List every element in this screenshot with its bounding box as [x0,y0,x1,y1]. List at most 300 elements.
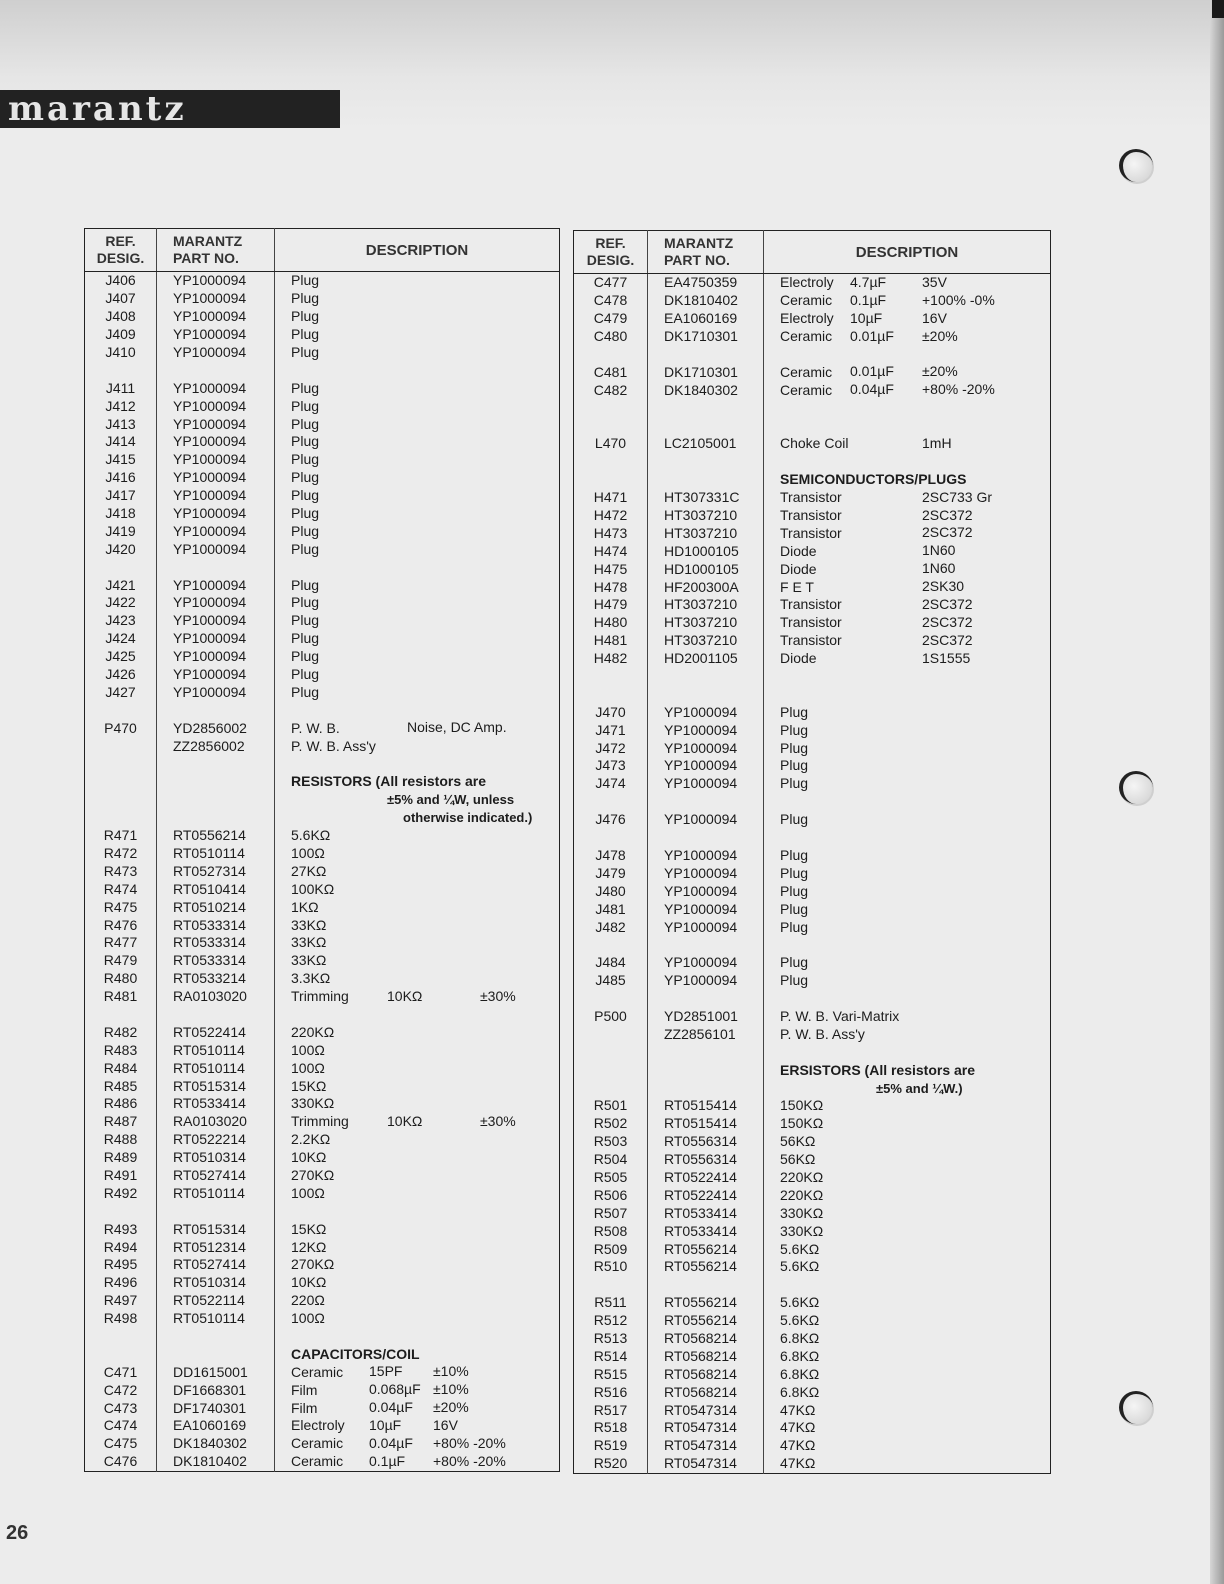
description-cell [764,811,1051,829]
description-text: Plug [291,648,320,665]
part-row-j481 [574,900,1051,918]
description-text: Transistor [780,507,842,524]
part-row-r496 [85,1274,560,1292]
part-row-c471 [85,1363,560,1381]
part-row-r474 [85,880,560,898]
description-value: 10µF [850,309,883,326]
part-row-r505 [574,1169,1051,1187]
description-text: Electroly [780,274,834,291]
description-cell [275,1345,560,1363]
description-value: 15PF [369,1363,403,1380]
part-no-cell: YP1000094 [648,954,764,972]
part-no-cell [157,1006,275,1024]
part-no-cell: RT0515314 [157,1077,275,1095]
part-no-cell: YP1000094 [648,775,764,793]
description-cell [275,1453,560,1471]
description-rating: 1S1555 [922,649,971,666]
part-row-r508 [574,1222,1051,1240]
description-cell [275,934,560,952]
part-row-r494 [85,1238,560,1256]
part-no-cell: RT0527414 [157,1167,275,1185]
part-no-cell: YP1000094 [157,344,275,362]
part-no-cell: YP1000094 [648,847,764,865]
description-cell [764,918,1051,936]
description-text: 330KΩ [780,1204,824,1221]
part-no-cell [648,990,764,1008]
part-row-r511 [574,1294,1051,1312]
part-row-r495 [85,1256,560,1274]
description-text: Plug [780,972,809,989]
ref-desig-cell: R517 [574,1401,648,1419]
ref-desig-cell: J411 [85,379,157,397]
page-right-edge [1210,0,1224,1584]
part-no-cell: YP1000094 [157,594,275,612]
description-text: Diode [780,650,817,667]
description-cell [275,1113,560,1131]
part-no-cell [157,773,275,791]
part-no-cell: YP1000094 [157,290,275,308]
ref-desig-cell: R473 [85,862,157,880]
ref-desig-cell: R494 [85,1238,157,1256]
ref-desig-cell: R520 [574,1455,648,1473]
ref-desig-cell: R477 [85,934,157,952]
part-no-cell [648,346,764,364]
description-cell [275,630,560,648]
part-row-h479 [574,596,1051,614]
description-cell [764,1204,1051,1222]
spacer-row [574,668,1051,686]
description-cell [764,1222,1051,1240]
part-row-j419 [85,522,560,540]
description-value: 0.04µF [850,381,894,398]
ref-desig-cell: R471 [85,827,157,845]
part-row-r509 [574,1240,1051,1258]
part-row-j415 [85,451,560,469]
part-no-cell: EA1060169 [648,310,764,328]
ref-desig-cell: J426 [85,666,157,684]
section-row [85,791,560,809]
part-row-r517 [574,1401,1051,1419]
description-cell [275,1095,560,1113]
ref-desig-cell: J480 [574,882,648,900]
description-text: Transistor [780,596,842,613]
description-text: SEMICONDUCTORS/PLUGS [780,471,967,488]
part-no-cell: RT0547314 [648,1455,764,1473]
ref-desig-cell [85,1202,157,1220]
description-text: Plug [291,683,320,700]
description-text: 5.6KΩ [780,1294,820,1311]
table-header-row [574,231,1051,274]
part-no-cell: RT0556314 [648,1133,764,1151]
part-row-r472 [85,845,560,863]
description-cell [764,847,1051,865]
ref-desig-cell [574,453,648,471]
description-cell [764,346,1051,364]
description-text: 47KΩ [780,1437,816,1454]
ref-desig-cell: R518 [574,1419,648,1437]
description-text: P. W. B. Ass'y [780,1025,865,1042]
description-rating: 1N60 [922,560,956,577]
part-row-j427 [85,683,560,701]
description-text: Film [291,1399,318,1416]
part-row-r513 [574,1330,1051,1348]
description-cell [764,1347,1051,1365]
ref-desig-cell [85,558,157,576]
part-row-r498 [85,1310,560,1328]
description-cell [275,701,560,719]
description-cell [764,453,1051,471]
part-no-cell [648,793,764,811]
spacer-row [574,1043,1051,1061]
description-cell [275,1292,560,1310]
description-cell [764,632,1051,650]
ref-desig-cell: H479 [574,596,648,614]
description-text: 100Ω [291,844,325,861]
description-cell [764,703,1051,721]
description-cell [764,1365,1051,1383]
ref-desig-cell: J409 [85,326,157,344]
description-cell [764,650,1051,668]
part-no-cell: RT0510414 [157,880,275,898]
description-text: 220KΩ [291,1023,335,1040]
ref-desig-cell: J415 [85,451,157,469]
description-cell [764,793,1051,811]
description-cell [275,1381,560,1399]
ref-desig-cell [574,793,648,811]
part-no-cell: RA0103020 [157,1113,275,1131]
description-text: 330KΩ [780,1222,824,1239]
description-cell [275,469,560,487]
part-no-cell: YP1000094 [157,487,275,505]
description-cell [764,936,1051,954]
description-cell [764,435,1051,453]
part-row-j413 [85,415,560,433]
description-cell [275,773,560,791]
part-row-r502 [574,1115,1051,1133]
part-no-cell: RT0510114 [157,1310,275,1328]
part-row-j423 [85,612,560,630]
ref-desig-cell: R501 [574,1097,648,1115]
spacer-row [85,558,560,576]
part-no-cell [648,829,764,847]
description-text: 47KΩ [780,1419,816,1436]
description-text: Ceramic [780,328,833,345]
description-cell [275,1399,560,1417]
ref-desig-cell [574,1043,648,1061]
ref-desig-cell: R474 [85,880,157,898]
description-cell [275,397,560,415]
part-no-cell [157,809,275,827]
description-rating: 1mH [922,435,952,452]
description-text: Electroly [780,310,834,327]
description-text: P. W. B. [291,719,340,736]
part-no-cell: RT0556214 [157,827,275,845]
description-text: 100Ω [291,1184,325,1201]
ref-desig-header: REF. DESIG. [85,229,157,272]
part-no-cell: RT0522114 [157,1292,275,1310]
part-no-cell: YP1000094 [157,666,275,684]
marantz-logo: marantz [0,90,340,128]
description-cell [275,988,560,1006]
part-row-c481 [574,363,1051,381]
description-value: 0.04µF [369,1434,413,1451]
description-text: 270KΩ [291,1256,335,1273]
part-row-h478 [574,578,1051,596]
description-cell [764,668,1051,686]
part-no-cell: HT3037210 [648,507,764,525]
description-text: Plug [291,630,320,647]
ref-desig-cell: H473 [574,524,648,542]
part-no-cell: RT0533414 [648,1204,764,1222]
ref-desig-cell: J413 [85,415,157,433]
description-cell [275,827,560,845]
ref-desig-cell: R482 [85,1023,157,1041]
ref-desig-cell: R476 [85,916,157,934]
part-no-cell: YP1000094 [648,918,764,936]
description-rating: 2SC372 [922,596,973,613]
description-cell [764,1079,1051,1097]
description-cell [764,1008,1051,1026]
ref-desig-cell [574,1061,648,1079]
description-text: Plug [291,344,320,360]
part-no-header: MARANTZ PART NO. [648,231,764,274]
ref-desig-cell: R511 [574,1294,648,1312]
part-row-r497 [85,1292,560,1310]
description-text: Plug [291,612,320,629]
description-text: Plug [291,308,320,325]
ref-desig-cell: H474 [574,542,648,560]
description-text: Plug [291,433,320,450]
description-cell [764,381,1051,399]
part-no-cell: RT0512314 [157,1238,275,1256]
ref-desig-cell [85,737,157,755]
part-row-j426 [85,666,560,684]
description-text: Ceramic [780,381,833,398]
description-text: 100Ω [291,1041,325,1058]
part-row-j416 [85,469,560,487]
description-rating: 2SC372 [922,524,973,541]
part-no-cell: YP1000094 [648,864,764,882]
section-row [85,737,560,755]
section-row [574,1061,1051,1079]
part-row-j406 [85,272,560,290]
part-row-j474 [574,775,1051,793]
description-cell [764,1151,1051,1169]
part-row-c472 [85,1381,560,1399]
part-row-j409 [85,326,560,344]
punch-hole-icon [1120,1392,1154,1426]
description-header: DESCRIPTION [764,231,1051,274]
description-cell [764,1258,1051,1276]
description-rating: ±10% [433,1381,469,1398]
description-cell [275,809,560,827]
ref-desig-cell: C480 [574,328,648,346]
description-text: Plug [780,757,809,774]
ref-desig-cell: R489 [85,1149,157,1167]
description-text: Plug [780,721,809,738]
ref-desig-cell: J470 [574,703,648,721]
description-text: Plug [780,954,809,971]
part-row-r489 [85,1149,560,1167]
ref-desig-cell [574,936,648,954]
ref-desig-cell [574,829,648,847]
description-rating: 16V [433,1417,458,1433]
description-cell [275,612,560,630]
description-cell [764,829,1051,847]
description-text: Ceramic [291,1435,344,1452]
part-row-j479 [574,864,1051,882]
description-value: 0.068µF [369,1381,421,1398]
part-row-r501 [574,1097,1051,1115]
description-cell [764,310,1051,328]
part-no-cell: RT0568214 [648,1365,764,1383]
description-text: 150KΩ [780,1097,824,1114]
description-text: 3.3KΩ [291,970,331,987]
ref-desig-cell: J417 [85,487,157,505]
part-no-cell: YP1000094 [648,757,764,775]
part-row-j482 [574,918,1051,936]
part-no-cell: YP1000094 [157,379,275,397]
ref-desig-cell: R472 [85,845,157,863]
description-cell [764,614,1051,632]
part-no-cell: DK1840302 [157,1435,275,1453]
part-row-h475 [574,560,1051,578]
ref-desig-cell [574,990,648,1008]
description-text: Plug [780,703,809,720]
ref-desig-cell: H472 [574,507,648,525]
description-text: Plug [291,379,320,396]
description-cell [275,594,560,612]
ref-desig-cell: R513 [574,1330,648,1348]
ref-desig-cell: R491 [85,1167,157,1185]
ref-desig-cell: J474 [574,775,648,793]
description-cell [764,1061,1051,1079]
part-no-cell: RT0568214 [648,1330,764,1348]
ref-desig-cell: J414 [85,433,157,451]
ref-desig-cell: H475 [574,560,648,578]
ref-desig-cell: J410 [85,344,157,362]
part-row-r487 [85,1113,560,1131]
description-text: Diode [780,560,817,577]
description-cell [764,507,1051,525]
description-text: Plug [291,666,320,683]
punch-hole-icon [1120,772,1154,806]
part-row-c480 [574,328,1051,346]
description-rating: ±20% [922,327,958,344]
description-value: 0.04µF [369,1399,413,1416]
ref-desig-cell: H482 [574,650,648,668]
spacer-row [85,361,560,379]
part-no-cell: YP1000094 [157,272,275,290]
part-row-r492 [85,1184,560,1202]
part-no-cell: HF200300A [648,578,764,596]
description-rating: 2SK30 [922,578,965,595]
part-row-c478 [574,292,1051,310]
description-text: Plug [780,864,809,881]
part-row-r477 [85,934,560,952]
part-no-cell [157,1202,275,1220]
ref-desig-cell: R498 [85,1310,157,1328]
description-rating: ±20% [433,1399,469,1416]
ref-desig-cell: C474 [85,1417,157,1435]
description-cell [275,487,560,505]
part-no-cell: YP1000094 [157,505,275,523]
description-text: 47KΩ [780,1401,816,1418]
spacer-row [85,1006,560,1024]
ref-desig-cell: J476 [574,811,648,829]
description-text: Plug [291,487,320,504]
part-no-cell [648,417,764,435]
part-row-j478 [574,847,1051,865]
ref-desig-cell: J471 [574,721,648,739]
description-cell [275,1059,560,1077]
description-text: Plug [291,540,320,557]
description-rating: ±30% [480,1112,516,1129]
description-cell [764,1383,1051,1401]
ref-desig-cell: J408 [85,308,157,326]
description-rating: ±20% [922,363,958,380]
spacer-row [85,1328,560,1346]
part-row-r485 [85,1077,560,1095]
part-row-h471 [574,489,1051,507]
part-no-cell [157,791,275,809]
description-text: Transistor [780,614,842,631]
description-cell [275,1328,560,1346]
description-text: ±5% and ¼W.) [876,1080,963,1096]
ref-desig-cell [85,791,157,809]
part-no-cell: HD2001105 [648,650,764,668]
part-row-h482 [574,650,1051,668]
description-text: Plug [780,811,809,828]
ref-desig-header: REF. DESIG. [574,231,648,274]
part-no-cell: RT0533314 [157,934,275,952]
parts-table-right [573,230,1051,1474]
part-no-cell: YP1000094 [648,703,764,721]
part-row-h474 [574,542,1051,560]
part-no-cell: RT0522414 [648,1169,764,1187]
description-cell [764,1133,1051,1151]
part-row-j471 [574,721,1051,739]
ref-desig-cell: P500 [574,1008,648,1026]
ref-desig-cell: C482 [574,381,648,399]
description-rating: 2SC372 [922,631,973,648]
ref-desig-cell: R514 [574,1347,648,1365]
description-text: Plug [291,469,320,486]
part-row-r475 [85,898,560,916]
spacer-row [85,755,560,773]
part-row-h473 [574,524,1051,542]
part-no-cell: RT0510114 [157,1059,275,1077]
spacer-row [574,346,1051,364]
description-cell [275,755,560,773]
part-no-cell: YP1000094 [157,612,275,630]
part-no-cell: YP1000094 [157,308,275,326]
ref-desig-cell [574,668,648,686]
part-row-j418 [85,505,560,523]
part-no-cell: YP1000094 [157,540,275,558]
description-cell [764,685,1051,703]
part-no-cell: YP1000094 [648,811,764,829]
description-cell [764,1043,1051,1061]
part-no-cell: ZZ2856101 [648,1025,764,1043]
part-row-j470 [574,703,1051,721]
description-rating: 2SC372 [922,613,973,630]
part-no-cell: HT3037210 [648,596,764,614]
part-row-r515 [574,1365,1051,1383]
description-text: CAPACITORS/COIL [291,1345,420,1362]
description-value: 0.01µF [850,327,894,344]
description-cell [275,308,560,326]
